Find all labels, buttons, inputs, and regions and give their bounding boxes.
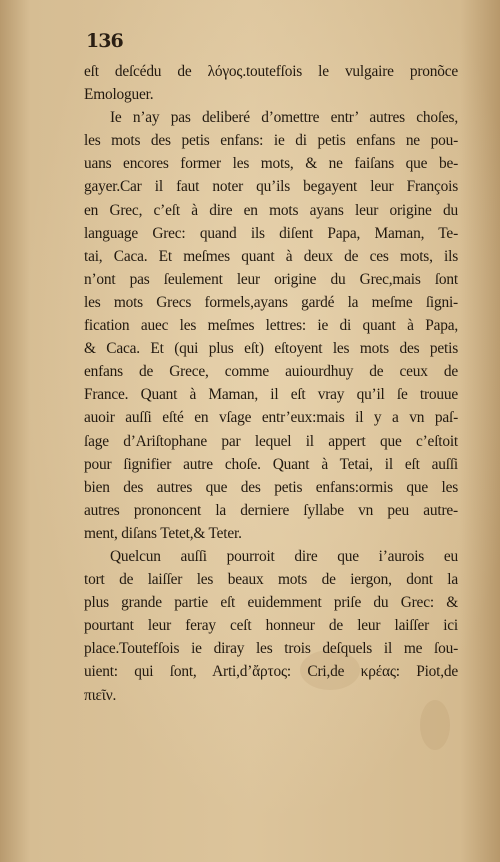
text-line: n’ont pas ſeulement leur origine du Grec,mais ſont xyxy=(84,270,458,288)
text-line: & Caca. Et (qui plus eſt) eſtoyent les mots des petis xyxy=(84,340,458,358)
text-line: language Grec: quand ils diſent Papa, Maman, Te- xyxy=(84,224,458,242)
text-line: tai, Caca. Et meſmes quant à deux de ces mots, ils xyxy=(84,247,458,265)
text-line: πιεῖν. xyxy=(84,686,117,704)
text-line: Emologuer. xyxy=(84,86,154,104)
text-line: en Grec, c’eſt à dire en mots ayans leur origine du xyxy=(84,201,458,219)
text-line: ſage d’Ariſtophane par lequel il appert que c’eſtoit xyxy=(84,432,458,450)
paper-stain xyxy=(420,700,450,750)
text-line: les mots des petis enfans: ie di petis enfans ne pou- xyxy=(84,132,458,150)
text-line: France. Quant à Maman, il eſt vray qu’il ſe trouue xyxy=(84,386,458,404)
text-line: gayer.Car il faut noter qu’ils begayent leur François xyxy=(84,178,458,196)
text-line: uient: qui ſont, Arti,d’ἄρτος: Cri,de κρέας: Piot,de xyxy=(84,663,458,681)
text-line: eſt deſcédu de λόγος.toutefſois le vulgaire pronõce xyxy=(84,63,458,80)
text-line: enfans de Grece, comme auiourdhuy de ceux de xyxy=(84,363,458,381)
text-line: ment, diſans Tetet,& Teter. xyxy=(84,524,242,542)
text-line: place.Toutefſois ie diray les trois deſquels il me ſou- xyxy=(84,640,458,658)
text-line: auoir auſſi eſté en vſage entr’eux:mais il y a vn paſ- xyxy=(84,409,458,427)
text-line: plus grande partie eſt euidemment priſe du Grec: & xyxy=(84,594,458,612)
body-text xyxy=(84,60,458,707)
page-number: 136 xyxy=(86,30,123,52)
text-line: pour ſignifier autre choſe. Quant à Tetai, il eſt auſſi xyxy=(84,455,458,473)
text-line: fication auec les meſmes lettres: ie di quant à Papa, xyxy=(84,317,458,335)
text-line: tort de laiſſer les beaux mots de iergon, dont la xyxy=(84,571,458,589)
text-line: Quelcun auſſi pourroit dire que i’aurois eu xyxy=(110,547,458,565)
text-line: Ie n’ay pas deliberé d’omettre entr’ autres choſes, xyxy=(110,109,458,127)
text-line: autres prononcent la derniere ſyllabe vn peu autre- xyxy=(84,501,458,519)
text-line: uans encores former les mots, & ne faiſans que be- xyxy=(84,155,458,173)
text-line: pourtant leur feray ceſt honneur de leur laiſſer ici xyxy=(84,617,458,635)
text-line: les mots Grecs formels,ayans gardé la meſme ſigni- xyxy=(84,293,458,311)
text-line: bien des autres que des petis enfans:ormis que les xyxy=(84,478,458,496)
